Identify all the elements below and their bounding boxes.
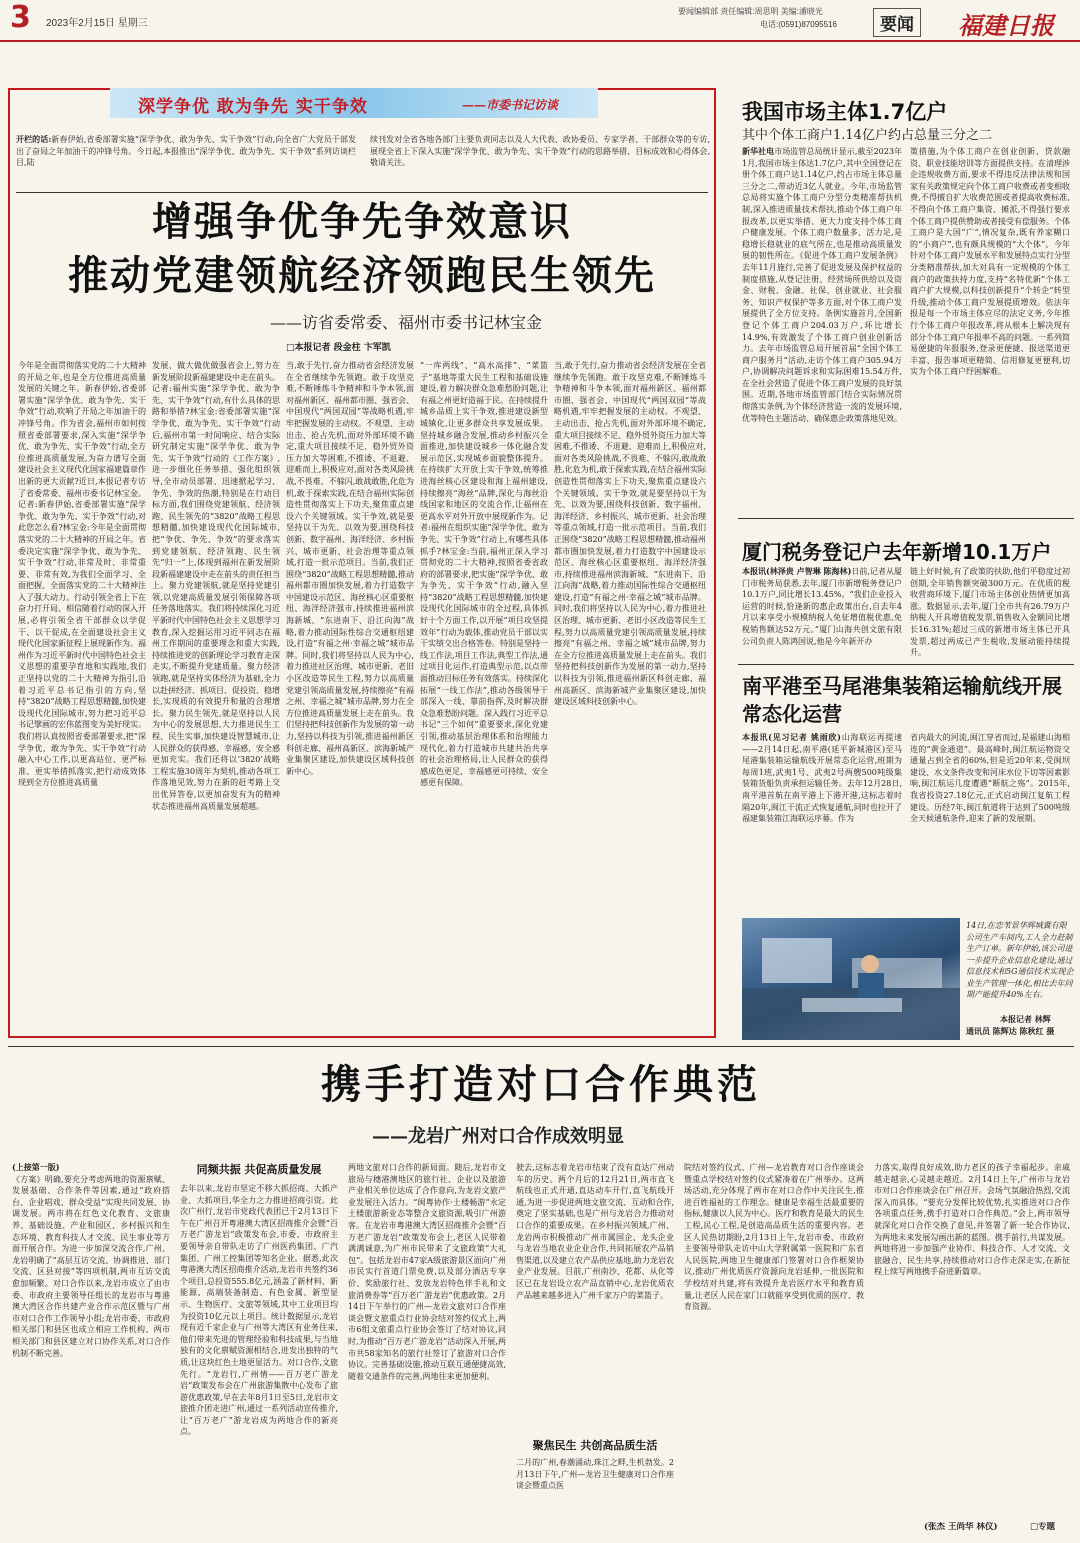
- bottom-col-5: 院结对签约仪式、广州—龙岩教育对口合作座谈会暨重点学校结对签约仪式紧凑着在广州举办。这两场活动,充分体现了两市在对口合作中关注民生,推进百姓福祉的工作理念。健康是幸福生活最重要的指标,健康以人民为中心。医疗和教育是最大的民生工程,民心工程,是创造高品质生活的重要内容。老区人民热切期盼,2月13日上午,龙岩市委、市政府主要领导带队走访中山大学附属第一医院和广东省人民医院,两地卫生健康部门签署对口合作框架协议,推动广州优质医疗资源向龙岩延伸,一批医院和学校结对共建,将有效提升龙岩医疗水平和教育质量,让老区人民在家门口就能享受到优质的医疗、教育资源。: [684, 1163, 864, 1312]
- banner-subtitle: ——市委书记访谈: [462, 98, 559, 112]
- xiamen-title: 厦门税务登记户去年新增10.1万户: [742, 540, 1052, 564]
- intro-rule: [16, 192, 708, 193]
- continued-label: (上接第一版): [12, 1162, 60, 1172]
- bottom-col-4: 驶去,这标志着龙岩市结束了没有直达广州动车的历史。两个月后的12月21日,两市直飞航线也正式开通,直达动车开行,直飞航线开通,为进一步促进两地文旅交流、互动和合作,奠定了坚实基础,也是广州与龙岩合力推动对口合作的重要成果。在乡村振兴领域,广州、龙岩两市积极推动广州市属国企、龙头企业与龙岩当地农业企业合作,共同拓展农产品销售渠道,以及建立农产品供应基地,助力龙岩农业产业发展。目前,广州南沙、花都、从化等区已在龙岩设立农产品直销中心,龙岩优质农产品越来越多进入广州千家万户的菜篮子。: [516, 1163, 674, 1300]
- main-title-line1: 增强争优争先争效意识: [152, 199, 572, 245]
- header-rule: [0, 40, 1080, 42]
- section-tag: 要闻: [873, 8, 921, 37]
- bottom-col-4b: 二月的广州,春潮涌动,珠江之畔,生机勃发。2月13日下午,广州—龙岩卫生健康对口合作座谈会暨重点医: [516, 1458, 674, 1491]
- market-col-1-text: 市场监管总局统计显示,截至2023年1月,我国市场主体达1.7亿户,其中全国登记在册个体工商户达1.14亿户,约占市场主体总量三分之二,带动近3亿人就业。今年,市场监管总局将实施个体工商户分型分类精准帮扶机制,深入推进质量技术帮扶,推动个体工商户年报改革,以更实举措、更大力度支持个体工商户健康发展。个体工商户数量多、活力足,是稳增长稳就业的底气所在,也是推动高质量发展的韧性所在。《促进个体工商户发展条例》去年11月施行,完善了促进发展及保护权益的制度措施,从登记注册、经营场所供给以及资金、财税、金融、社保、创业就业、社会服务、知识产权保护等多方面,对个体工商户发展提供了全方位支持。条例实施首月,全国新登记个体工商户204.03万户,环比增长14.9%,有效激发了个体工商户创业创新活力。去年市场监管总局开展首届“全国个体工商户服务月”活动,走访个体工商户305.94万户,协调解决问题诉求和实际困难15.54万件,在全社会营造了促进个体工商户发展的良好氛围。近期,各地市场监管部门结合实际情况贯彻落实条例,为个体经济营造一流的发展环境,优等特色主题活动、确保惠企政策落地见效。: [742, 147, 902, 423]
- nanping-col-1-text: 山海联运再提速——2月14日起,南平港(延平新城港区)至马尾港集装箱运输航线开展常态化运营,班期为每周1班,武夷1号、武夷2号两艘500吨级集装箱货船负责承担运输任务。去年12月28日,南平港首航在南平港上下港开港,这标志着时隔20年,闽江干流正式恢复通航,同时也拉开了福建集装箱江海联运序幕。作为: [742, 733, 902, 824]
- main-col-4: “一库两线”、“高水高排”、“菜篮子”基地等重大民生工程和基础设施建设,着力解决群众急难愁盼问题,让有福之州更好造福于民。在持续提升城乡品质上实干争效,推进建设新型城镇化,让更多群众共享发展成果。坚持城乡融合发展,推动乡村振兴全面推进,加快建设城乡一体化融合发展示范区,实现城乡面貌整体提升。在持续扩大开放上实干争效,统筹推进海丝核心区建设和海上福州建设,持续擦亮“海丝”品牌,深化与海丝沿线国家和地区的交流合作,让福州在更高水平对外开放中展现新作为。记者:福州在组织实施“深学争优、敢为争先、实干争效”行动上,有哪些具体抓手?林宝金:当前,福州正深入学习贯彻党的二十大精神,按照省委省政府的部署要求,把实施“深学争优、敢为争先、实干争效”行动,融入坚持“3820”战略工程思想精髓,加快建设现代化国际城市的全过程,具体抓好十个方面工作,以开展“项目攻坚提效年”行动为载体,推动党员干部以实干实绩交出合格答卷。特别是坚持一线工作法,项目工作法,典型工作法,通过项目化运作,打造典型示范,以点带面推动目标任务有效落实。持续深化拓展“一线工作法”,推动各级领导干部深入一线、靠前指挥,及时解决群众急难愁盼问题。深入践行习近平总书记“三个如何”重要要求,深化党建引领,推动基层治理体系和治理能力现代化,着力打造城市共建共治共享的社会治理格局,让人民群众的获得感成色更足、幸福感更可持续、安全感更有保障。: [420, 361, 548, 788]
- market-col-2: 策措施,为个体工商户在创业创新、贷款融资、职业技能培训等方面提供支持。在清理涉企违规收费方面,要求不得违反法律法规和国家有关政策规定向个体工商户收费或者变相收费,不得擅自扩大收费范围或者提高收费标准,不得向个体工商户集资、摊派,不得强行要求个体工商户提供赞助或者接受有偿服务。个体工商户是大国“广”,情况复杂,既有养家糊口的“小商户”,也有颇具规模的“大个体”。今年针对个体工商户发展水平和发展特点实行分型分类精准帮扶,加大对具有一定规模的个体工商户的政策扶持力度,支持“名特优新”个体工商户扩大规模,以科技创新提升“个转企”转型升级,推动个体工商户发展提质增效。依法年报是每一个市场主体应尽的法定义务,今年推行个体工商户年报改革,将从根本上解决现有部分个体工商户年报率不高的问题。一系列简易便捷的年报服务,登录更便捷、报送渠道更丰富、报告事项更精简、信用修复更便利,切实为个体工商户纾困解难。: [910, 147, 1070, 377]
- market-subtitle: 其中个体工商户1.14亿户约占总量三分之二: [742, 128, 992, 143]
- bottom-col-2-heading: 同频共振 共促高质量发展: [196, 1163, 322, 1176]
- xiamen-byline: 本报讯(林泽贵 卢智琳 陈海林): [742, 566, 852, 576]
- banner-title: 深学争优 敢为争先 实干争效: [138, 97, 368, 117]
- market-rule: [738, 518, 1074, 519]
- photo-credit-1: 本报记者 林辉: [1000, 1014, 1051, 1024]
- nanping-col-2: 省内最大的河流,闽江穿省而过,是福建山海相连的“黄金通道”。最高峰时,闽江航运物资交通量占到全省的60%,但是近20年来,受闽坝建设、水文条件改变和河床水位下切等因素影响,闽江航运几度遭遇“断航之殇”。2015年,我省投资27.18亿元,正式启动闽江复航工程建设。历经7年,闽江航道将于达到了500吨级全天候通航条件,迎来了新的发展期。: [910, 733, 1070, 824]
- photo-credit-2: 通讯员 陈辉达 陈秋红 摄: [966, 1026, 1055, 1036]
- nanping-title: 南平港至马尾港集装箱运输航线开展常态化运营: [742, 674, 1062, 726]
- column-banner: [110, 88, 598, 118]
- newspaper-logo: 福建日报: [958, 11, 1054, 40]
- main-col-1: 今年是全面贯彻落实党的二十大精神的开局之年,也是全方位推进高质量发展的关键之年。新春伊始,省委部署实施“深学争优、敢为争先、实干争效”行动,吹响了开局之年加油干的冲锋号角。作为省会,福州市如何按照省委部署要求,深入实施“深学争优、敢为争先、实干争效”行动,全方位推进高质量发展,为奋力谱写全面建设社会主义现代化国家福建篇章作出新的更大贡献?近日,本报记者专访了省委常委、福州市委书记林宝金。记者:新春伊始,省委部署实施“深学争优、敢为争先、实干争效”行动,对此您怎么看?林宝金:今年是全面贯彻落实党的二十大精神的开局之年。省委决定实施“深学争优、敢为争先、实干争效”行动,非常及时、非常重要、非常有效,为我们全面学习、全面把握、全面落实党的二十大精神注入了强大动力。行动引领全省上下在奋力打开局、相信随着行动的深入开展,必将引领全省干部群众以学促干、以干促成,在全面建设社会主义现代化国家新征程上展现新作为。福州作为习近平新时代中国特色社会主义思想的重要孕育地和实践地,我们正坚持以党的二十大精神为指引,沿着习近平总书记指引的方向,坚持“3820”战略工程思想精髓,加快建设现代化国际城市,努力把习近平总书记擘画的宏伟蓝图变为美好现实。我们将认真按照省委部署要求,把“深学争优、敢为争先、实干争效”行动融入中心工作,以更高站位、更严标准、更实举措抓落实,把行动成效体现到全方位推进高质量: [18, 361, 146, 788]
- xiamen-rule: [738, 664, 1074, 665]
- editor-phone: 电话:(0591)87095516: [760, 20, 837, 29]
- bottom-col-1: [12, 1162, 170, 1538]
- special-tag: □专题: [1030, 1522, 1056, 1532]
- main-col-2: 发展、做大做优做强省会上,努力在新发展阶段新福建建设中走在前头。记者:福州实施“深学争优、敢为争先、实干争效”行动,有什么具体的思路和举措?林宝金:省委部署实施“深学争优、敢为争先、实干争效”行动后,福州市第一时间响应、结合实际研究制定实施“深学争优、敢为争先、实干争效”行动的《工作方案》,进一步细化任务举措、强化组织领导,全市动员部署、迅速掀起学习、争先、争效的热潮,特别是在行动目标方面,我们围绕党建领航、经济领跑、民生领先的“3820”战略工程思想精髓,加快建设现代化国际城市,把“争优、争先、争效”的要求落实到党建领航、经济领跑、民生领先“归一”上,体现到福州在新发展阶段新福建建设中走在前头的责任担当上。聚力党建领航,就是坚持党建引领,以党建高质量发展引领保障各项任务落地落实。我们将持续深化习近平新时代中国特色社会主义思想学习教育,深入挖掘运用习近平同志在福州工作期间的重要理念和重大实践,持续推进党的创新理论学习教育走深走实,不断提升党建质量。聚力经济领跑,就是坚持实体经济为基础,全力以赴拼经济、抓项目、促投资、稳增长,实现质的有效提升和量的合理增长。聚力民生领先,就是坚持以人民为中心的发展思想,大力推进民生工程、民生实事,加快建设智慧城市,让人民群众的获得感、幸福感、安全感更加充实。我们还将以‘3820’战略工程实施30周年为契机,推动各项工作落地见效,努力在新的赶考路上交出优异答卷,以更加奋发有为的精神状态推进福州高质量发展超越。: [152, 361, 280, 811]
- xiamen-col-1: [742, 566, 902, 658]
- editor-credits: 要闻编辑部 责任编辑:周思明 美编:潘晓光: [678, 7, 823, 16]
- bottom-col-6: 力落实,取得良好成效,助力老区的孩子幸福起步。亲戚越走越亲,心灵越走越近。2月14日上午,广州市与龙岩市对口合作座谈会在广州召开。会场气氛融洽热烈,交流深入而具体。“要充分发挥比较优势,扎实推进对口合作各项重点任务,携手打造对口合作典范。”会上,两市领导就深化对口合作交换了意见,并签署了新一轮合作协议,为两地未来发展勾画出新的蓝图。携手前行,共谋发展。两地将进一步加强产业协作、科技合作、人才交流、文旅融合、民生共享,持续推动对口合作走深走实,在新征程上续写两地携手奋进新篇章。: [874, 1163, 1070, 1277]
- xiamen-col-2: 链上好时候,有了政策的扶助,他们平稳度过初创期,全年销售额突破300万元。在优质的税收营商环境下,厦门市场主体创业热情更加高涨。数据显示,去年,厦门全市共有26.79万户纳税人开具增值税发票,销售收入金额同比增长16.31%;超过三成的新增市场主体已开具发票,超过两成已产生税收,发展动能持续提升。: [910, 567, 1070, 658]
- market-lead: 新华社电: [742, 146, 775, 156]
- intro-left-text: 新春伊始,省委部署实施“深学争优、敢为争先、实干争效”行动,向全省广大党员干部发出了奋局之年加油干的冲锋号角。今日起,本报推出“深学争优、敢为争先、实干争效”系列访谈栏目,陆: [16, 135, 356, 168]
- bottom-col-2-wrap: [180, 1162, 338, 1538]
- main-title-line2: 推动党建领航经济领跑民生领先: [68, 253, 656, 299]
- market-col-1: [742, 146, 902, 510]
- intro-right: 续刊发对全省各地各部门主要负责同志以及人大代表、政协委员、专家学者、干部群众等的专访,展现全省上下深入实施“深学争优、敢为争先、实干争效”行动的思路举措、目标成效和心得体会,敬请关注。: [370, 135, 710, 168]
- main-subtitle: ——访省委常委、福州市委书记林宝金: [270, 313, 543, 332]
- bottom-col-3: 两地文旅对口合作的新局面。随后,龙岩市文旅局与穗港澳地区的旅行社、企业以及旅游产业相关单位达成了合作意向,为龙岩文旅产业发展注入活力。“闽粤协作·土楼畅游”永定土楼旅游新业态等整合文旅资源,吸引广州游客。在龙岩市粤港澳大湾区招商推介会暨“百万老广游龙岩”政策发布会上,老区人民带着满满诚意,为广州市民带来了文旅政策“大礼包”。包括龙岩市47家A级旅游景区面向广州市民实行首道门票免费,以及部分酒店专享价、奖励旅行社、发放龙岩特色伴手礼和文旅消费券等“百万老广游龙岩”优惠政策。2月14日下午举行的广州—龙岩文旅对口合作座谈会暨文旅重点行业协会结对签约仪式上,两市6组文旅重点行业协会签订了结对协议,同时,为推动“百万老广游龙岩”活动深入开展,两市共58家知名的旅行社签订了旅游对口合作协议。完善基础设施,推动互联互通便捷高效,随着交通条件的完善,两地往来更加便利。: [348, 1163, 506, 1381]
- page-number: 3: [10, 0, 31, 35]
- bottom-col-1-text: 《方案》明确,要充分考虑两地的资源禀赋、发展基础、合作条件等因素,通过“政府搭台、企业唱戏、群众受益”实现共同发展、协调发展。两市将在红色文化教育、文旅康养、基础设施、产业和园区、乡村振兴和生态环境、教育科技人才交流、民生事业等方面开展合作。为进一步加深交流合作,广州、龙岩明确了“高层互访交流、协调推进、部门交流、区县对接”等四项机制,两市互访交流愈加频繁。对口合作以来,龙岩市成立了由市委、市政府主要领导任组长的龙岩市与粤港澳大湾区合作共建产业合作示范区暨与广州市对口合作工作领导小组;龙岩市委、市政府相关部门和县区也成立相应工作机构、两市相关部门和县区建立对口协作关系,对口合作机制不断完善。: [12, 1174, 170, 1358]
- bottom-col-4-wrap: [516, 1162, 674, 1538]
- nanping-col-1: [742, 732, 902, 908]
- factory-worker-illustration: [742, 918, 960, 1040]
- main-col-3: 当,敢于先行,奋力推动省会经济发展在全省继续争先领跑。敢于攻坚克难,不断锤炼斗争精神和斗争本领,面对福州新区、福州都市圈、强省会、中国现代“两国双园”等战略机遇,牢牢把握发展的主动权。不观望、主动出击、抢占先机,面对外部环境不确定,重大项目接续不足、稳外贸外资压力加大等困难,不推诿、不退避、迎难而上,积极应对,面对各类风险挑战,不畏难、不躲闪,敢战敢胜,化危为机,敢于探索实践,在结合福州实际创造性贯彻落实上下功夫,聚焦重点建设六个关键领域。实干争效,就是要坚持以干为先、以效为要,围绕科技创新、数字福州、海洋经济、乡村振兴、城市更新、社会治理等重点领域,打造一批示范项目。当前,我们正围绕“3820”战略工程思想精髓,推动福州都市圈加快发展,着力打造数字中国建设示范区、海丝核心区重要枢纽、海洋经济强市,持续推进福州滨海新城、“东进南下、沿江向海”战略,着力推动国际性综合交通枢纽建设,打造“有福之州·幸福之城”城市品牌。同时,我们将坚持以人民为中心,着力推进社区治理、城市更新、老旧小区改造等民生工程,努力以高质量党建引领高质量发展,持续擦亮“有福之州、幸福之城”城市品牌,努力在全方位推进高质量发展上走在前头。我们坚持把科技创新作为发展的第一动力,坚持以科技为引领,推进福州新区科创走廊、福州高新区、滨海新城产业集聚区建设,加快建设区域科技创新中心。: [286, 361, 414, 776]
- main-col-5: 当,敢于先行,奋力推动省会经济发展在全省继续争先领跑。敢于攻坚克难,不断锤炼斗争精神和斗争本领,面对福州新区、福州都市圈、强省会、中国现代“两国双园”等战略机遇,牢牢把握发展的主动权。不观望、主动出击、抢占先机,面对外部环境不确定,重大项目接续不足、稳外贸外资压力加大等困难,不推诿、不退避、迎难而上,积极应对,面对各类风险挑战,不畏难、不躲闪,敢战敢胜,化危为机,敢于探索实践,在结合福州实际创造性贯彻落实上下功夫,聚焦重点建设六个关键领域。实干争效,就是要坚持以干为先、以效为要,围绕科技创新、数字福州、海洋经济、乡村振兴、城市更新、社会治理等重点领域,打造一批示范项目。当前,我们正围绕“3820”战略工程思想精髓,推动福州都市圈加快发展,着力打造数字中国建设示范区、海丝核心区重要枢纽、海洋经济强市,持续推进福州滨海新城、“东进南下、沿江向海”战略,着力推动国际性综合交通枢纽建设,打造“有福之州·幸福之城”城市品牌。同时,我们将坚持以人民为中心,着力推进社区治理、城市更新、老旧小区改造等民生工程,努力以高质量党建引领高质量发展,持续擦亮“有福之州、幸福之城”城市品牌,努力在全方位推进高质量发展上走在前头。我们坚持把科技创新作为发展的第一动力,坚持以科技为引领,推进福州新区科创走廊、福州高新区、滨海新城产业集聚区建设,加快建设区域科技创新中心。: [554, 361, 706, 707]
- nanping-byline: 本报讯(见习记者 姚雨欣): [742, 732, 841, 742]
- factory-photo: [742, 918, 960, 1040]
- bottom-signature: (张杰 王尚华 林仪): [924, 1522, 998, 1532]
- bottom-section-rule: [8, 1046, 1074, 1047]
- photo-caption: 14日,在恋苇景华辉城冀有限公司生产车间内,工人全力赶制生产订单。新年伊始,该公司进一步提升企业信息化建设,通过信息技术和5G通信技术实现企业生产管理一体化,相比去年同期产能提升40%左右。: [966, 921, 1074, 999]
- intro-label: 开栏的话:: [16, 134, 52, 144]
- xiamen-col-1-text: 日前,记者从厦门市税务局获悉,去年,厦门市新增税务登记户10.1万户,同比增长13.45%。“我们企业投入运营的时候,恰逢新的惠企政策出台,自去年4月以来享受小规模纳税人免征增值税优惠,免税销售额达52万元。”厦门山海共创文旅有限公司负责人陈鸿国说,他是今年新开办: [742, 567, 902, 646]
- bottom-subtitle: ——龙岩广州对口合作成效明显: [372, 1126, 624, 1147]
- intro-left: [16, 134, 356, 194]
- bottom-title: 携手打造对口合作典范: [321, 1062, 761, 1108]
- bottom-col-4-heading: 聚焦民生 共创高品质生活: [532, 1439, 658, 1452]
- main-byline: □本报记者 段金柱 卞军凯: [286, 343, 391, 353]
- bottom-col-2: 去年以来,龙岩市坚定不移大抓招商、大抓产业、大抓项目,华全力之力推进招商引资。此次广州行,龙岩市党政代表团已于2月13日下午在广州召开粤港澳大湾区招商推介会暨“百万老广游龙岩”政策发布会,市委、市政府主要领导亲自带队走访了广州医药集团、广汽集团、广州工控集团等知名企业。据悉,此次粤港澳大湾区招商推介活动,龙岩市共签约36个项目,总投资555.8亿元,涵盖了新材料、新能源、高端装备制造、有色金属、新型显示、生物医疗、文旅等领域,其中工业项目均为投资10亿元以上项目。统计数据显示,龙岩现有近千家企业与广州等大湾区有业务往来,他们带来先进的管理经验和科技成果,与当地独有的文化禀赋资源相结合,进发出独特的气质,让这块红色土地更显活力。对口合作,文旅先行。“龙岩行,广州情——百万老广游龙岩”政策发布会在广州旅游集散中心发布了旅游优惠政策,早在去年8月1日至5日,龙岩市文旅推介团走进广州,通过一系列活动宣传推介,让“百万老广”游龙岩成为两地合作的新亮点。: [180, 1184, 338, 1437]
- issue-date: 2023年2月15日 星期三: [46, 18, 148, 29]
- market-title: 我国市场主体1.7亿户: [742, 100, 948, 124]
